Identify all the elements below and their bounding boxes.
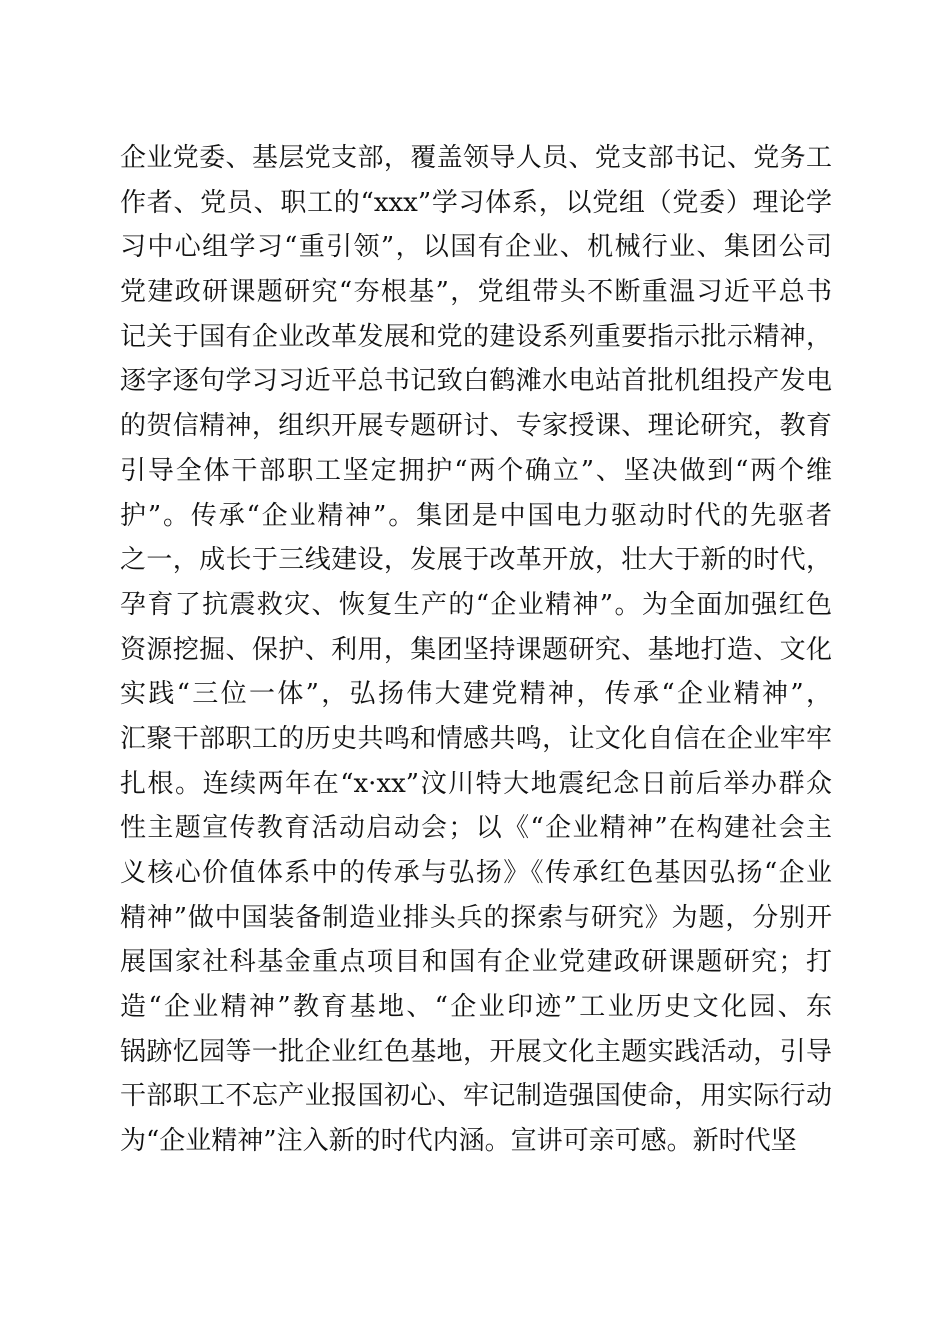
text-line: 干部职工不忘产业报国初心、牢记制造强国使命，用实际行动: [120, 1081, 832, 1112]
text-line: 资源挖掘、保护、利用，集团坚持课题研究、基地打造、文化: [120, 634, 832, 665]
text-line: 习中心组学习“重引领”，以国有企业、机械行业、集团公司: [120, 232, 832, 263]
text-line: 为“企业精神”注入新的时代内涵。宣讲可亲可感。新时代坚: [120, 1126, 797, 1157]
text-line: 记关于国有企业改革发展和党的建设系列重要指示批示精神，: [120, 321, 832, 352]
text-line: 锅跡忆园等一批企业红色基地，开展文化主题实践活动，引导: [120, 1036, 832, 1067]
text-line: 引导全体干部职工坚定拥护“两个确立”、坚决做到“两个维: [120, 455, 832, 486]
text-line: 的贺信精神，组织开展专题研讨、专家授课、理论研究，教育: [120, 411, 832, 442]
text-line: 造“企业精神”教育基地、“企业印迹”工业历史文化园、东: [120, 992, 832, 1023]
text-line: 实践“三位一体”，弘扬伟大建党精神，传承“企业精神”，: [120, 679, 832, 710]
text-line: 义核心价值体系中的传承与弘扬》《传承红色基因弘扬“企业: [120, 858, 832, 888]
text-line: 性主题宣传教育活动启动会；以《“企业精神”在构建社会主: [120, 813, 832, 844]
text-line: 企业党委、基层党支部，覆盖领导人员、党支部书记、党务工: [120, 143, 832, 173]
body-paragraph: [120, 136, 832, 1164]
text-line: 逐字逐句学习习近平总书记致白鹤滩水电站首批机组投产发电: [120, 366, 832, 397]
text-line: 精神”做中国装备制造业排头兵的探索与研究》为题，分别开: [120, 902, 832, 933]
text-line: 护”。传承“企业精神”。集团是中国电力驱动时代的先驱者: [120, 500, 832, 531]
text-line: 孕育了抗震救灾、恢复生产的“企业精神”。为全面加强红色: [120, 589, 832, 620]
text-line: 展国家社科基金重点项目和国有企业党建政研课题研究；打: [120, 947, 832, 978]
text-line: 作者、党员、职工的“xxx”学习体系，以党组（党委）理论学: [120, 187, 832, 218]
text-line: 扎根。连续两年在“x·xx”汶川特大地震纪念日前后举办群众: [120, 768, 832, 799]
text-line: 党建政研课题研究“夯根基”，党组带头不断重温习近平总书: [120, 277, 832, 308]
text-line: 之一，成长于三线建设，发展于改革开放，壮大于新的时代，: [120, 545, 832, 576]
text-line: 汇聚干部职工的历史共鸣和情感共鸣，让文化自信在企业牢牢: [120, 723, 832, 754]
